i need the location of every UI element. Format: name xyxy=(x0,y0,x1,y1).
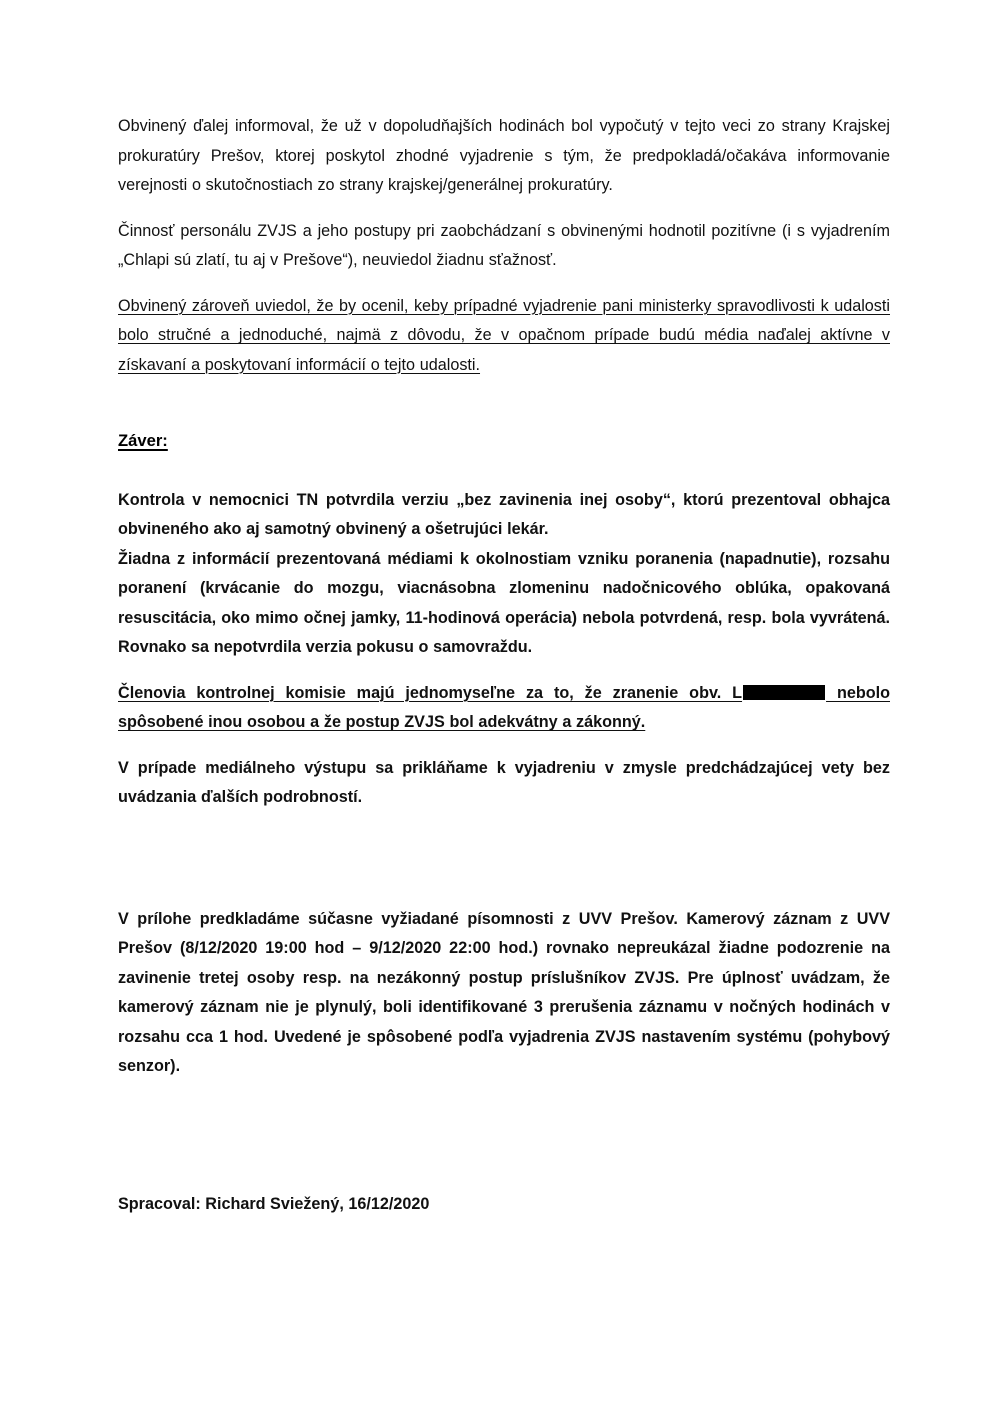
finding-text-before-redaction: Členovia kontrolnej komisie majú jednomyseľne za to, že zranenie obv. L xyxy=(118,683,743,702)
document-body xyxy=(118,112,890,1082)
finding-text-after-redaction: nebolo spôsobené inou osobou a že postup ZVJS bol adekvátny a zákonný. xyxy=(118,683,890,731)
paragraph-9-attachments: V prílohe predkladáme súčasne vyžiadané písomnosti z UVV Prešov. Kamerový záznam z UVV Prešov (8/12/2020 19:00 hod – 9/12/2020 22:00 hod.) rovnako nepreukázal žiadne podozrenie na zavinenie tretej osoby resp. na nezákonný postup príslušníkov ZVJS. Pre úplnosť uvádzam, že kamerový záznam nie je plynulý, boli identifikované 3 prerušenia záznamu v nočných hodinách v rozsahu cca 1 hod. Uvedené je spôsobené podľa vyjadrenia ZVJS nastavením systému (pohybový senzor). xyxy=(118,909,890,1075)
paragraph-6-conclusion-media: Žiadna z informácií prezentovaná médiami k okolnostiam vzniku poranenia (napadnutie), rozsahu poranení (krvácanie do mozgu, viacnásobna zlomeninu nadočnicového oblúka, opakovaná resuscitácia, oko mimo očnej jamky, 11-hodinová operácia) nebola potvrdená, resp. bola vyvrátená. Rovnako sa nepotvrdila verzia pokusu o samovraždu. xyxy=(118,549,890,656)
paragraph-7-commission-finding xyxy=(118,679,890,738)
redaction-bar-icon xyxy=(743,685,825,700)
paragraph-1: Obvinený ďalej informoval, že už v dopoludňajších hodinách bol vypočutý v tejto veci zo strany Krajskej prokuratúry Prešov, ktorej poskytol zhodné vyjadrenie s tým, že predpokladá/očakáva informovanie verejnosti o skutočnostiach zo strany krajskej/generálnej prokuratúry. xyxy=(118,117,890,194)
paragraph-spacer xyxy=(118,276,890,292)
paragraph-spacer xyxy=(118,663,890,679)
paragraph-spacer xyxy=(118,738,890,754)
section-heading-zaver: Záver: xyxy=(118,431,168,450)
paragraph-2: Činnosť personálu ZVJS a jeho postupy pri zaobchádzaní s obvinenými hodnotil pozitívne (i s vyjadrením „Chlapi sú zlatí, tu aj v Prešove“), neuviedol žiadnu sťažnosť. xyxy=(118,221,890,269)
paragraph-spacer xyxy=(118,456,890,486)
paragraph-spacer-large xyxy=(118,813,890,905)
paragraph-spacer xyxy=(118,380,890,426)
paragraph-spacer xyxy=(118,201,890,217)
footer-author-date: Spracoval: Richard Sviežený, 16/12/2020 xyxy=(118,1195,430,1213)
paragraph-3-underlined: Obvinený zároveň uviedol, že by ocenil, keby prípadné vyjadrenie pani ministerky spravodlivosti k udalosti bolo stručné a jednoduché, najmä z dôvodu, že v opačnom prípade budú média naďalej aktívne v získavaní a poskytovaní informácií o tejto udalosti. xyxy=(118,296,890,374)
paragraph-5-conclusion-hospital: Kontrola v nemocnici TN potvrdila verziu „bez zavinenia inej osoby“, ktorú prezentoval obhajca obvineného ako aj samotný obvinený a ošetrujúci lekár. xyxy=(118,490,890,538)
paragraph-8-media-statement: V prípade mediálneho výstupu sa prikláňame k vyjadreniu v zmysle predchádzajúcej vety bez uvádzania ďalších podrobností. xyxy=(118,758,890,806)
